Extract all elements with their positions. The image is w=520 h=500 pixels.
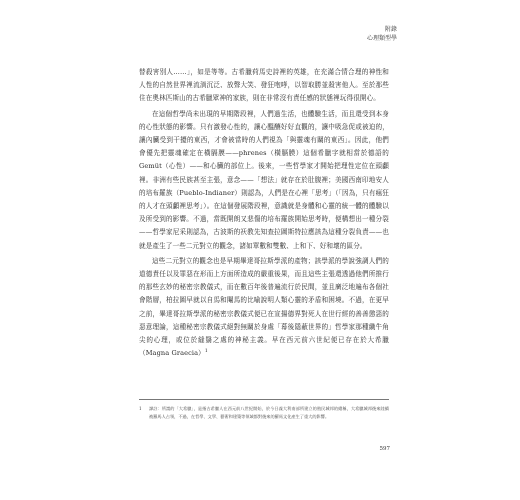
paragraph-3-text: 這些二元對立的觀念也是早期畢達哥拉斯學派的產物；該學派的學說強調人們的道德責任以及罪惡在形而上方面所造成的嚴重後果，而且這些主張還透過他們所推行的那些玄妙的秘密宗教儀式，而在數百年後普遍流行於民間，並且廣泛地遍布各個社會階層，柏拉圖早就以自馬和閹馬的比喻說明人類心靈的矛盾和困境。不過，在更早之前，畢達哥拉斯學派的秘密宗教儀式便已在宣揚德界對死人在世行經的善善懲惡的惡意理論，這種秘密宗教儀式絕對無關於身處「幕後隱蔽世界的」哲學家那種纖牛角尖的心理，或位於縫翳之處的神秘主義。早在西元前六世紀便已存在於大希臘（Magna Graecia）	[139, 256, 389, 358]
header-title: 心理類型學	[366, 35, 397, 42]
footnote-number: 1	[139, 406, 142, 411]
paragraph-2: 在這個哲學尚未出現的早期階段裡，人們過生活，也體驗生活，而且還受到本身的心性狀態的影響。只有激發心性的，讓心醞釀好好直觀的，讓中吸急促或被迫的，讓內臟受到干擾的東西，才會被當時的人們視為「與靈魂有關的東西」。因此，他們會優先把靈魂確定在橫膈膜——phrenes（橫膈膜）這個希臘字就相當於德語的 Gemüt（心性）——和心臟的部位上。後來，一些哲學家才開始把理性定位在頭顱裡。非洲有些民族甚至主張，意念——「想法」就存在於肚腹裡；美國西南印地安人的培布羅族（Pueblo-Indianer）則認為，人們是在心裡「思考」（「因為，只有瘋狂的人才在頭顱裡思考」）。在這個發展階段裡，意識就是身體和心靈的統一體的體驗以及所受到的影響。不過，當既開朗又悲傷的培布羅族開始思考時，便構想出一種分裂——哲學家尼采則認為，古波斯的祆教先知查拉圖斯特拉應該為這種分裂負責——也就是產生了一些二元對立的觀念，諸如單數和雙數、上和下、好和壞的區分。	[139, 109, 389, 250]
footnote-ref: 1	[204, 349, 208, 355]
body-text	[139, 66, 389, 360]
footnote-text: 譯註：所謂的「大希臘」，是指古希臘人在西元前八世紀開始，於今日義大利南部所建立的殖民城邦的總稱，大希臘城邦後來陸續被羅馬人占領，不過，在哲學、文學、藝術和建築等領域都對後來的羅馬文化產生了重大的影響。	[149, 406, 389, 419]
footnote-divider	[139, 399, 389, 400]
header-section: 附錄	[384, 26, 397, 33]
paragraph-1: 替殺害別人……」，如是等等。古希臘荷馬史詩裡的英雄，在充滿合情合理的神性和人性的自然世界裡流淌沉泛、放聲大笑、發狂咆哮，以智取勝並殺害他人。至於那些住在奧林匹斯山的古希臘眾神的家族，則在非常沒有責任感的狀態裡玩得很開心。	[139, 68, 389, 103]
running-header	[367, 25, 397, 43]
paragraph-3	[139, 255, 389, 361]
page-number: 597	[379, 446, 390, 452]
footnote	[139, 405, 389, 420]
